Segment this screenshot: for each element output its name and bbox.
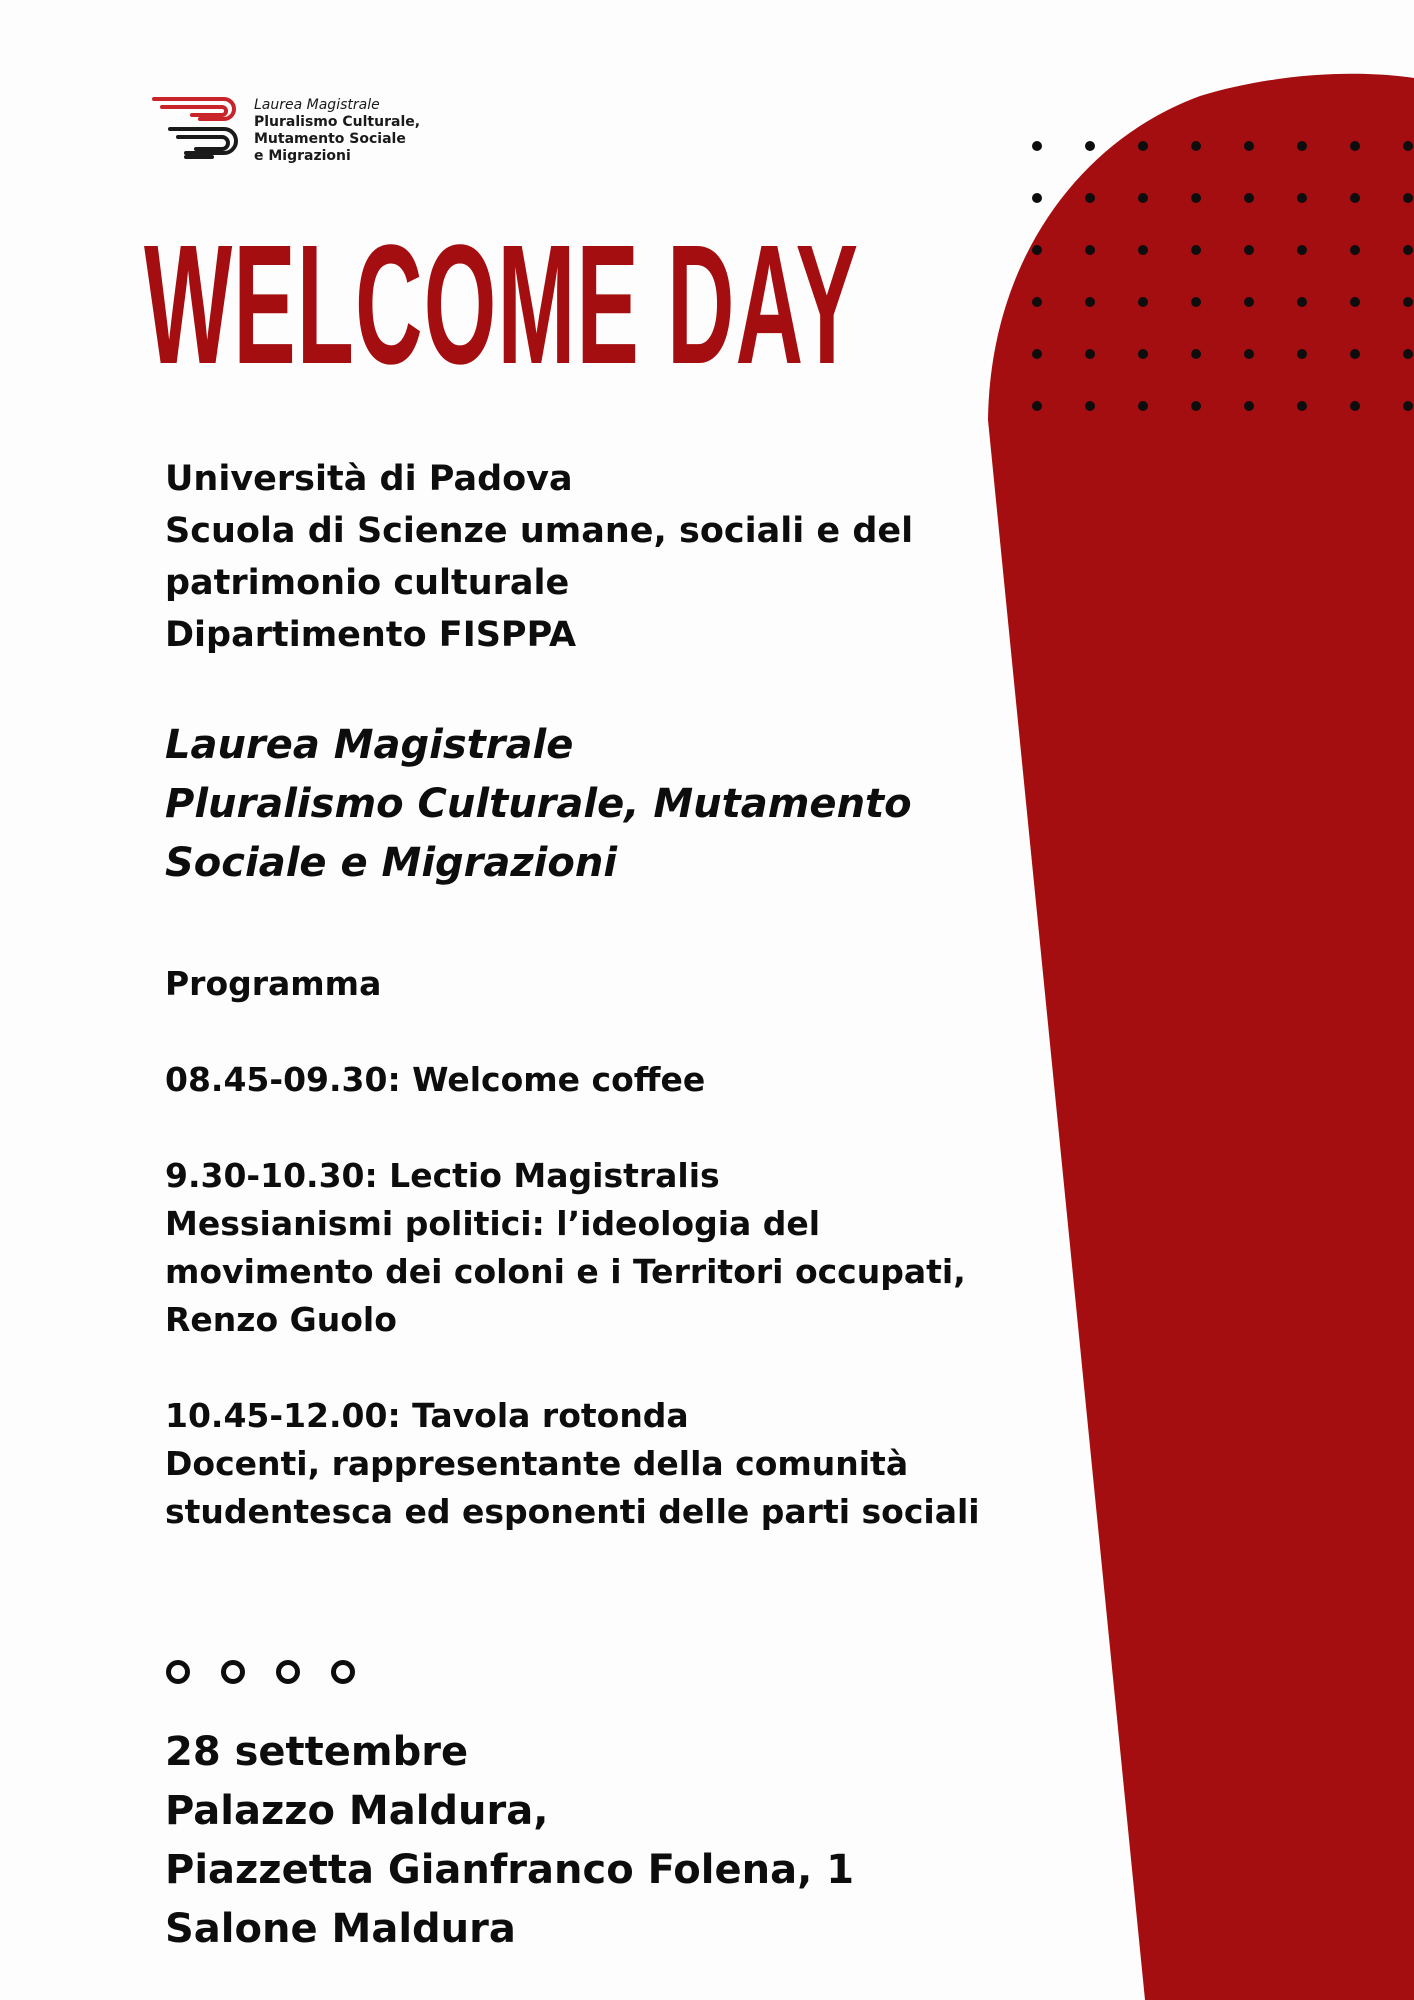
circle-icon [221,1660,245,1684]
dot-icon [1350,297,1360,307]
dot-icon [1191,349,1201,359]
dot-icon [1032,297,1042,307]
dot-icon [1085,193,1095,203]
program-item-line: 08.45-09.30: Welcome coffee [165,1060,706,1099]
program-item-line: Renzo Guolo [165,1300,397,1339]
institution-line: patrimonio culturale [165,563,570,603]
dot-icon [1191,401,1201,411]
dot-icon [1297,141,1307,151]
dot-icon [1403,349,1413,359]
program-item-line: studentesca ed esponenti delle parti sociali [165,1492,980,1531]
dot-icon [1085,349,1095,359]
logo-mark-icon [152,95,247,175]
program-heading: Programma [165,964,382,1003]
dot-icon [1244,349,1254,359]
logo [152,95,452,175]
venue-line: Salone Maldura [165,1906,516,1952]
dot-icon [1138,401,1148,411]
dot-icon [1297,297,1307,307]
dot-icon [1191,141,1201,151]
dot-icon [1032,401,1042,411]
page-title: WELCOME DAY [144,210,860,400]
red-curved-band [988,74,1414,2000]
dot-icon [1297,349,1307,359]
venue-line: 28 settembre [165,1729,469,1775]
logo-line: Pluralismo Culturale, [254,114,421,130]
dot-icon [1138,193,1148,203]
dot-icon [1244,193,1254,203]
logo-line: Laurea Magistrale [254,97,380,113]
circle-icon [276,1660,300,1684]
dot-icon [1244,401,1254,411]
dot-icon [1350,193,1360,203]
dot-icon [1085,401,1095,411]
dot-icon [1138,349,1148,359]
dot-icon [1403,401,1413,411]
logo-line: Mutamento Sociale [254,131,406,147]
logo-text [254,97,420,165]
dot-icon [1191,245,1201,255]
venue-line: Piazzetta Gianfranco Folena, 1 [165,1847,855,1893]
degree-block [165,716,912,893]
dot-icon [1403,193,1413,203]
dot-icon [1297,401,1307,411]
dot-icon [1032,245,1042,255]
dot-icon [1085,245,1095,255]
logo-line: e Migrazioni [254,148,351,164]
dot-icon [1244,297,1254,307]
dot-icon [1138,245,1148,255]
dot-icon [1403,297,1413,307]
dot-icon [1032,193,1042,203]
dot-icon [1403,141,1413,151]
institution-block [165,453,913,661]
dot-icon [1191,193,1201,203]
dot-icon [1350,349,1360,359]
program-item-line: Messianismi politici: l’ideologia del [165,1204,821,1243]
dot-icon [1244,245,1254,255]
degree-line: Laurea Magistrale [165,722,574,768]
program-item-line: 10.45-12.00: Tavola rotonda [165,1396,689,1435]
dot-icon [1350,245,1360,255]
dot-icon [1085,297,1095,307]
dot-icon [1244,141,1254,151]
institution-line: Scuola di Scienze umane, sociali e del [165,511,914,551]
dot-icon [1138,297,1148,307]
circle-icon [331,1660,355,1684]
dot-icon [1032,349,1042,359]
circle-icon [166,1660,190,1684]
program-item-line: movimento dei coloni e i Territori occupati, [165,1252,966,1291]
dot-icon [1350,401,1360,411]
institution-line: Università di Padova [165,459,573,499]
degree-line: Sociale e Migrazioni [165,840,618,886]
dot-icon [1191,297,1201,307]
dot-icon [1138,141,1148,151]
dot-icon [1032,141,1042,151]
dot-icon [1297,245,1307,255]
dot-icon [1403,245,1413,255]
venue-line: Palazzo Maldura, [165,1788,549,1834]
program-item-line: Docenti, rappresentante della comunità [165,1444,909,1483]
institution-line: Dipartimento FISPPA [165,615,577,655]
program-item-line: 9.30-10.30: Lectio Magistralis [165,1156,720,1195]
program-block [165,960,980,1536]
degree-line: Pluralismo Culturale, Mutamento [165,781,912,827]
dot-icon [1350,141,1360,151]
dot-icon [1085,141,1095,151]
venue-block [165,1723,854,1959]
dot-icon [1297,193,1307,203]
